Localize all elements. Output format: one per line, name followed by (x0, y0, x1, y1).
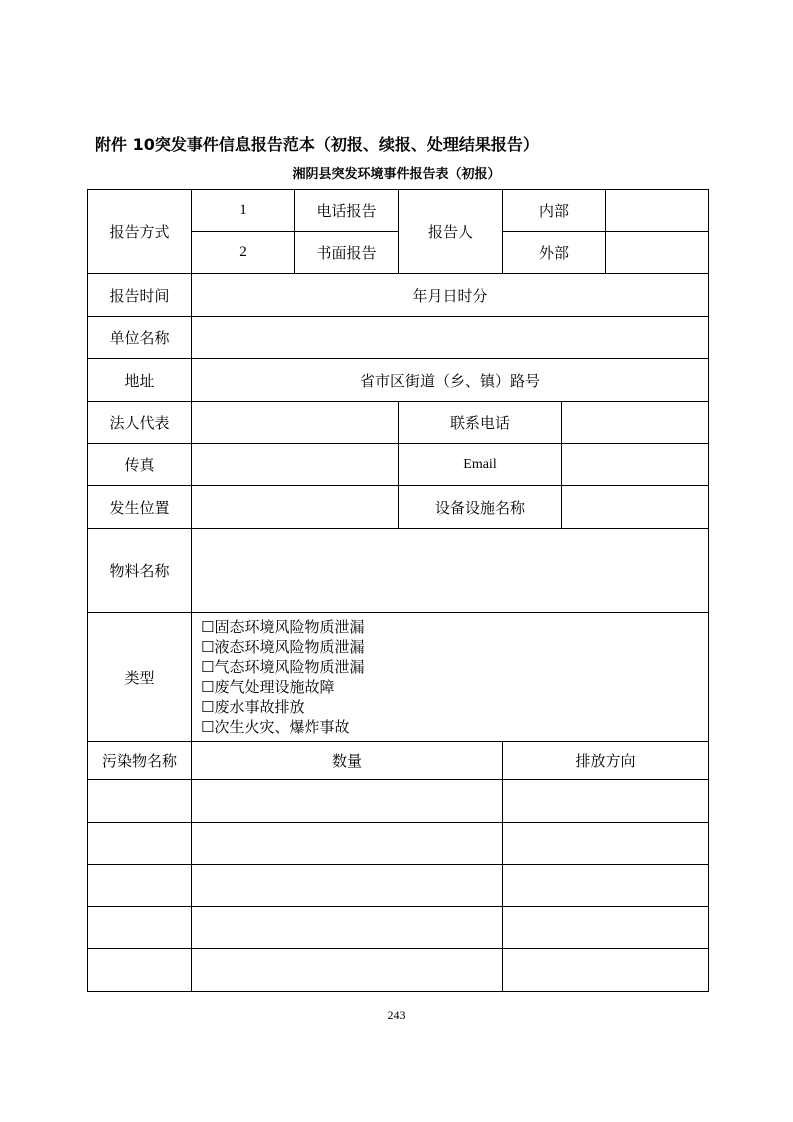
type-option-label: 液态环境风险物质泄漏 (214, 638, 365, 656)
unit-name-label: 单位名称 (88, 317, 192, 359)
pollutant-name-label: 污染物名称 (88, 742, 192, 780)
method-number-1: 1 (192, 190, 295, 232)
contact-phone-field[interactable] (562, 402, 709, 444)
attachment-heading: 附件 10突发事件信息报告范本（初报、续报、处理结果报告） (95, 135, 539, 154)
report-method-label: 报告方式 (88, 190, 192, 274)
address-row (88, 359, 709, 402)
type-option-solid-leak[interactable] (201, 617, 708, 637)
form-title: 湘阴县突发环境事件报告表（初报） (292, 167, 501, 182)
pollutant-header-row (88, 742, 709, 780)
external-reporter-field[interactable] (606, 232, 709, 274)
pollutant-name-field[interactable] (88, 949, 192, 992)
quantity-field[interactable] (192, 780, 503, 823)
checkbox[interactable]: ☐ (201, 658, 215, 676)
pollutant-row (88, 780, 709, 823)
type-option-label: 废气处理设施故障 (214, 678, 335, 696)
email-label: Email (399, 444, 562, 486)
address-field[interactable]: 省市区街道（乡、镇）路号 (192, 359, 709, 402)
internal-label: 内部 (503, 190, 606, 232)
type-label: 类型 (88, 613, 192, 742)
quantity-field[interactable] (192, 865, 503, 907)
material-name-field[interactable] (192, 529, 709, 613)
discharge-direction-field[interactable] (503, 865, 709, 907)
pollutant-name-field[interactable] (88, 907, 192, 949)
report-time-row (88, 274, 709, 317)
pollutant-row (88, 907, 709, 949)
discharge-direction-field[interactable] (503, 780, 709, 823)
unit-name-field[interactable] (192, 317, 709, 359)
type-option-wastewater[interactable] (201, 697, 708, 717)
type-option-gas-leak[interactable] (201, 657, 708, 677)
report-method-row-1 (88, 190, 709, 232)
pollutant-row (88, 865, 709, 907)
checkbox[interactable]: ☐ (201, 618, 215, 636)
legal-rep-row (88, 402, 709, 444)
quantity-label: 数量 (192, 742, 503, 780)
quantity-field[interactable] (192, 949, 503, 992)
written-report-label: 书面报告 (295, 232, 399, 274)
type-row (88, 613, 709, 742)
method-number-2: 2 (192, 232, 295, 274)
type-option-label: 气态环境风险物质泄漏 (214, 658, 365, 676)
checkbox[interactable]: ☐ (201, 718, 215, 736)
checkbox[interactable]: ☐ (201, 678, 215, 696)
legal-rep-field[interactable] (192, 402, 399, 444)
facility-name-field[interactable] (562, 486, 709, 529)
location-field[interactable] (192, 486, 399, 529)
type-option-label: 次生火灾、爆炸事故 (214, 718, 350, 736)
discharge-direction-field[interactable] (503, 949, 709, 992)
pollutant-row (88, 823, 709, 865)
type-option-exhaust-failure[interactable] (201, 677, 708, 697)
quantity-field[interactable] (192, 907, 503, 949)
checkbox[interactable]: ☐ (201, 638, 215, 656)
pollutant-row (88, 949, 709, 992)
contact-phone-label: 联系电话 (399, 402, 562, 444)
internal-reporter-field[interactable] (606, 190, 709, 232)
pollutant-name-field[interactable] (88, 780, 192, 823)
legal-rep-label: 法人代表 (88, 402, 192, 444)
quantity-field[interactable] (192, 823, 503, 865)
pollutant-name-field[interactable] (88, 823, 192, 865)
location-label: 发生位置 (88, 486, 192, 529)
type-option-label: 废水事故排放 (214, 698, 305, 716)
fax-field[interactable] (192, 444, 399, 486)
external-label: 外部 (503, 232, 606, 274)
pollutant-name-field[interactable] (88, 865, 192, 907)
email-field[interactable] (562, 444, 709, 486)
discharge-direction-field[interactable] (503, 907, 709, 949)
unit-name-row (88, 317, 709, 359)
material-name-label: 物料名称 (88, 529, 192, 613)
discharge-direction-field[interactable] (503, 823, 709, 865)
material-row (88, 529, 709, 613)
type-option-fire-explosion[interactable] (201, 717, 708, 737)
page-number: 243 (387, 1008, 406, 1022)
facility-name-label: 设备设施名称 (399, 486, 562, 529)
type-option-label: 固态环境风险物质泄漏 (214, 618, 365, 636)
checkbox[interactable]: ☐ (201, 698, 215, 716)
incident-report-form (87, 189, 709, 992)
type-option-liquid-leak[interactable] (201, 637, 708, 657)
discharge-direction-label: 排放方向 (503, 742, 709, 780)
fax-row (88, 444, 709, 486)
fax-label: 传真 (88, 444, 192, 486)
reporter-label: 报告人 (399, 190, 503, 274)
type-options (192, 613, 709, 742)
address-label: 地址 (88, 359, 192, 402)
report-time-label: 报告时间 (88, 274, 192, 317)
location-row (88, 486, 709, 529)
report-time-field[interactable]: 年月日时分 (192, 274, 709, 317)
phone-report-label: 电话报告 (295, 190, 399, 232)
